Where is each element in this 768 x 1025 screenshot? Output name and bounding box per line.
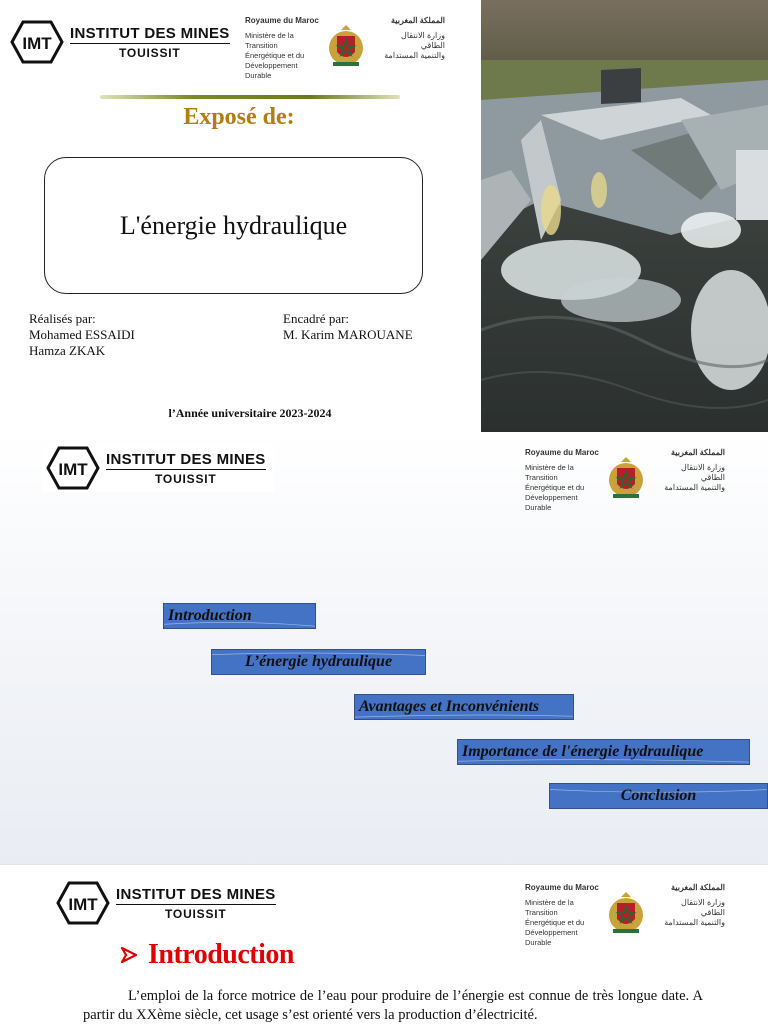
hydro-dam-photo — [481, 0, 768, 432]
ministry-fr-line: Énergétique et du — [245, 51, 305, 60]
ministry-ar-title: المملكة المغربية — [671, 448, 725, 457]
ministry-fr-line: Développement Durable — [525, 928, 578, 947]
plan-item-label: Conclusion — [620, 787, 697, 804]
svg-text:IMT: IMT — [68, 895, 98, 914]
ministry-logo — [525, 448, 725, 512]
plan-item-label: L’énergie hydraulique — [244, 653, 393, 670]
intro-paragraph — [83, 987, 703, 1025]
ministry-fr-line: Ministère de la Transition — [525, 463, 574, 482]
supervisor-label: Encadré par: — [283, 311, 350, 326]
ministry-fr-line: Développement Durable — [525, 493, 578, 512]
ministry-ar-line: الطاقي — [420, 41, 445, 50]
svg-text:IMT: IMT — [58, 460, 88, 479]
ministry-ar-line: الطاقي — [700, 473, 725, 482]
imt-name-line2: TOUISSIT — [119, 45, 181, 60]
imt-logo — [10, 20, 230, 64]
coat-of-arms-icon — [607, 891, 645, 935]
slide-title — [0, 0, 768, 432]
plan-item-label: Introduction — [168, 607, 252, 624]
plan-item-avantages[interactable] — [354, 694, 574, 720]
ministry-ar-line: والتنمية المستدامة — [664, 918, 725, 927]
supervisor-block — [283, 311, 413, 343]
plan-item-label: Avantages et Inconvénients — [359, 698, 540, 715]
plan-item-label: Importance de l'énergie hydraulique — [462, 743, 704, 760]
ministry-ar-line: والتنمية المستدامة — [384, 51, 445, 60]
author-name: Mohamed ESSAIDI — [29, 327, 135, 342]
svg-text:IMT: IMT — [22, 34, 52, 53]
ministry-ar-line: وزارة الانتقال — [681, 898, 725, 907]
ministry-fr-title: Royaume du Maroc — [525, 883, 599, 892]
ministry-ar-title: المملكة المغربية — [391, 16, 445, 25]
imt-name-line1: INSTITUT DES MINES — [70, 24, 230, 42]
plan-item-importance[interactable] — [457, 739, 750, 765]
ministry-ar-title: المملكة المغربية — [671, 883, 725, 892]
imt-logo — [52, 879, 284, 927]
ministry-ar-line: الطاقي — [700, 908, 725, 917]
slide-heading: Exposé de: — [183, 104, 295, 130]
intro-text: L’emploi de la force motrice de l’eau pour produire de l’énergie est connue de très longue date. A partir du XXème siècle, cet usage s’est orienté vers la production d’électricité. — [83, 988, 703, 1023]
imt-hexagon-icon — [46, 446, 100, 490]
arrow-bullet-icon — [120, 946, 138, 964]
ministry-logo — [245, 16, 445, 80]
coat-of-arms-icon — [327, 24, 365, 68]
heading-underline — [100, 95, 400, 99]
imt-name-line1: INSTITUT DES MINES — [116, 885, 276, 903]
authors-block — [29, 311, 135, 359]
ministry-logo — [525, 883, 725, 947]
plan-item-hydraulique[interactable] — [211, 649, 426, 675]
academic-year: l’Année universitaire 2023-2024 — [168, 406, 332, 420]
ministry-fr-title: Royaume du Maroc — [245, 16, 319, 25]
coat-of-arms-icon — [607, 456, 645, 500]
ministry-fr-title: Royaume du Maroc — [525, 448, 599, 457]
ministry-ar-line: وزارة الانتقال — [681, 463, 725, 472]
intro-title: Introduction — [148, 939, 294, 970]
ministry-fr-line: Ministère de la Transition — [245, 31, 294, 50]
slide-introduction — [0, 864, 768, 1025]
ministry-fr-line: Énergétique et du — [525, 483, 585, 492]
ministry-fr-line: Développement Durable — [245, 61, 298, 80]
imt-name-line1: INSTITUT DES MINES — [106, 450, 266, 468]
plan-item-conclusion[interactable] — [549, 783, 768, 809]
authors-label: Réalisés par: — [29, 311, 96, 326]
author-name: Hamza ZKAK — [29, 343, 106, 358]
imt-hexagon-icon — [10, 20, 64, 64]
supervisor-name: M. Karim MAROUANE — [283, 327, 413, 342]
plan-item-introduction[interactable] — [163, 603, 316, 629]
intro-heading — [120, 939, 294, 971]
imt-logo — [42, 444, 274, 492]
slide-plan — [0, 432, 768, 864]
ministry-ar-line: وزارة الانتقال — [401, 31, 445, 40]
imt-name-line2: TOUISSIT — [155, 471, 217, 486]
imt-name-line2: TOUISSIT — [165, 906, 227, 921]
imt-hexagon-icon — [56, 881, 110, 925]
ministry-fr-line: Énergétique et du — [525, 918, 585, 927]
ministry-fr-line: Ministère de la Transition — [525, 898, 574, 917]
ministry-ar-line: والتنمية المستدامة — [664, 483, 725, 492]
presentation-title: L'énergie hydraulique — [44, 157, 423, 294]
